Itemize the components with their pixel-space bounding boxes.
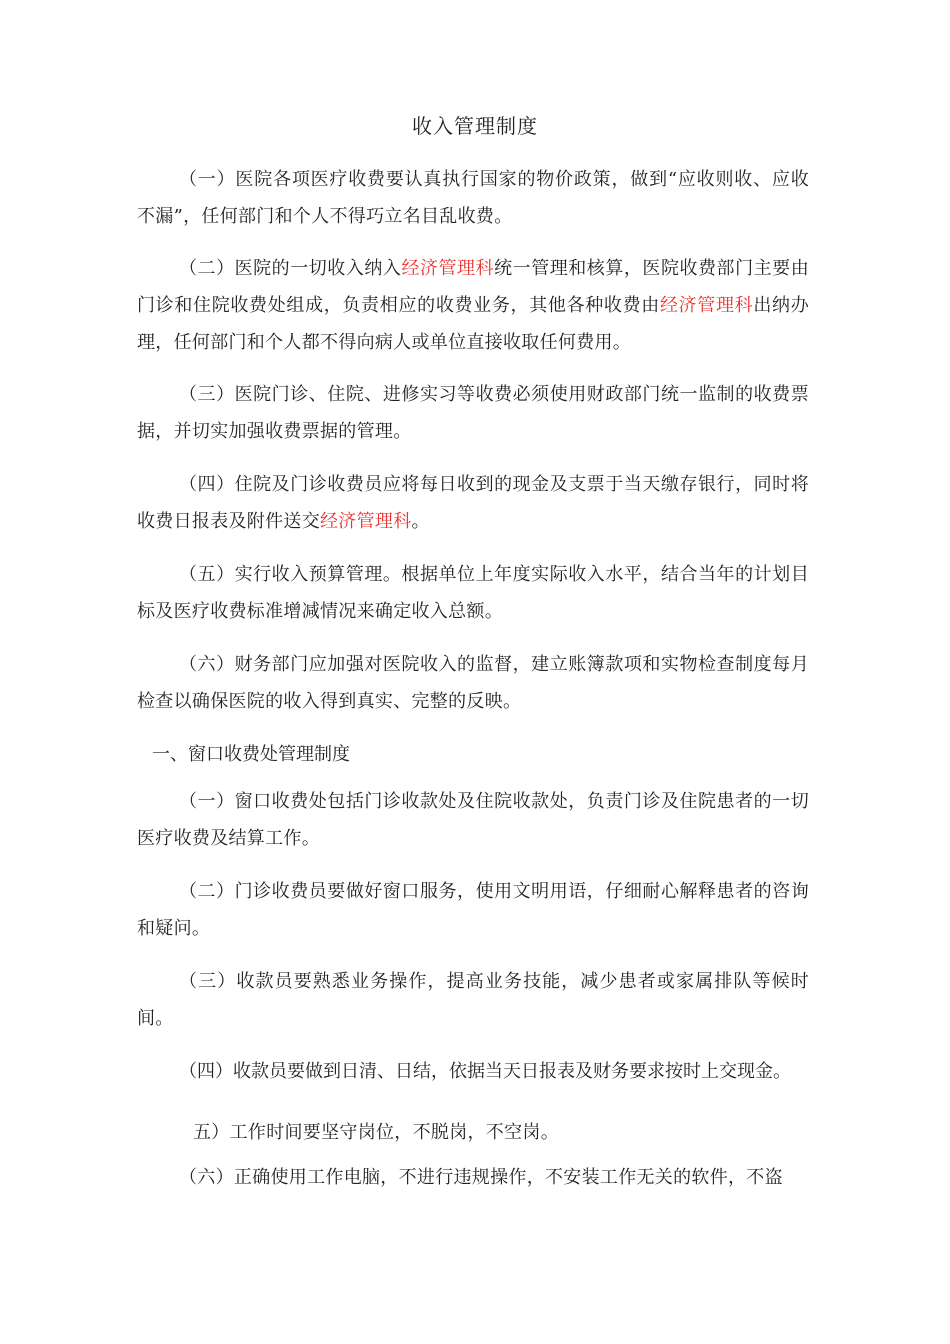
window-paragraph-4: （四）收款员要做到日清、日结，依据当天日报表及财务要求按时上交现金。 <box>179 1061 791 1082</box>
highlight-department: 经济管理科 <box>401 258 495 279</box>
paragraph-4 <box>137 466 809 540</box>
window-paragraph-1: （一）窗口收费处包括门诊收款处及住院收款处，负责门诊及住院患者的一切医疗收费及结算工作。 <box>137 791 809 849</box>
highlight-department: 经济管理科 <box>659 295 754 316</box>
paragraph-3: （三）医院门诊、住院、进修实习等收费必须使用财政部门统一监制的收费票据，并切实加强收费票据的管理。 <box>137 384 809 442</box>
window-paragraph-2: （二）门诊收费员要做好窗口服务，使用文明用语，仔细耐心解释患者的咨询和疑问。 <box>137 881 809 939</box>
paragraph-2-text-a: （二）医院的一切收入纳入 <box>179 258 402 279</box>
paragraph-4-text-b: 。 <box>411 511 430 532</box>
window-paragraph-3: （三）收款员要熟悉业务操作，提高业务技能，减少患者或家属排队等候时间。 <box>137 971 809 1029</box>
document-title: 收入管理制度 <box>412 114 538 138</box>
paragraph-5: （五）实行收入预算管理。根据单位上年度实际收入水平，结合当年的计划目标及医疗收费标准增减情况来确定收入总额。 <box>137 564 809 622</box>
window-paragraph-6: （六）正确使用工作电脑，不进行违规操作，不安装工作无关的软件，不盗 <box>179 1167 783 1188</box>
section-heading: 一、窗口收费处管理制度 <box>152 744 350 765</box>
window-paragraph-5: 五）工作时间要坚守岗位，不脱岗，不空岗。 <box>193 1122 559 1143</box>
paragraph-6: （六）财务部门应加强对医院收入的监督，建立账簿款项和实物检查制度每月检查以确保医院的收入得到真实、完整的反映。 <box>137 654 809 712</box>
paragraph-2-text-b: 统一管理和核算，医院收费部门主要由门诊和住院收费处组成，负责相应的收费业务，其他各种收费由 <box>137 258 809 316</box>
paragraph-2 <box>137 250 809 361</box>
paragraph-2-text-c: 出纳办理，任何部门和个人都不得向病人或单位直接收取任何费用。 <box>137 295 809 353</box>
paragraph-1: （一）医院各项医疗收费要认真执行国家的物价政策，做到“应收则收、应收不漏”，任何部门和个人不得巧立名目乱收费。 <box>137 169 809 227</box>
highlight-department: 经济管理科 <box>320 511 412 532</box>
paragraph-4-text-a: （四）住院及门诊收费员应将每日收到的现金及支票于当天缴存银行，同时将收费日报表及附件送交 <box>137 474 809 532</box>
